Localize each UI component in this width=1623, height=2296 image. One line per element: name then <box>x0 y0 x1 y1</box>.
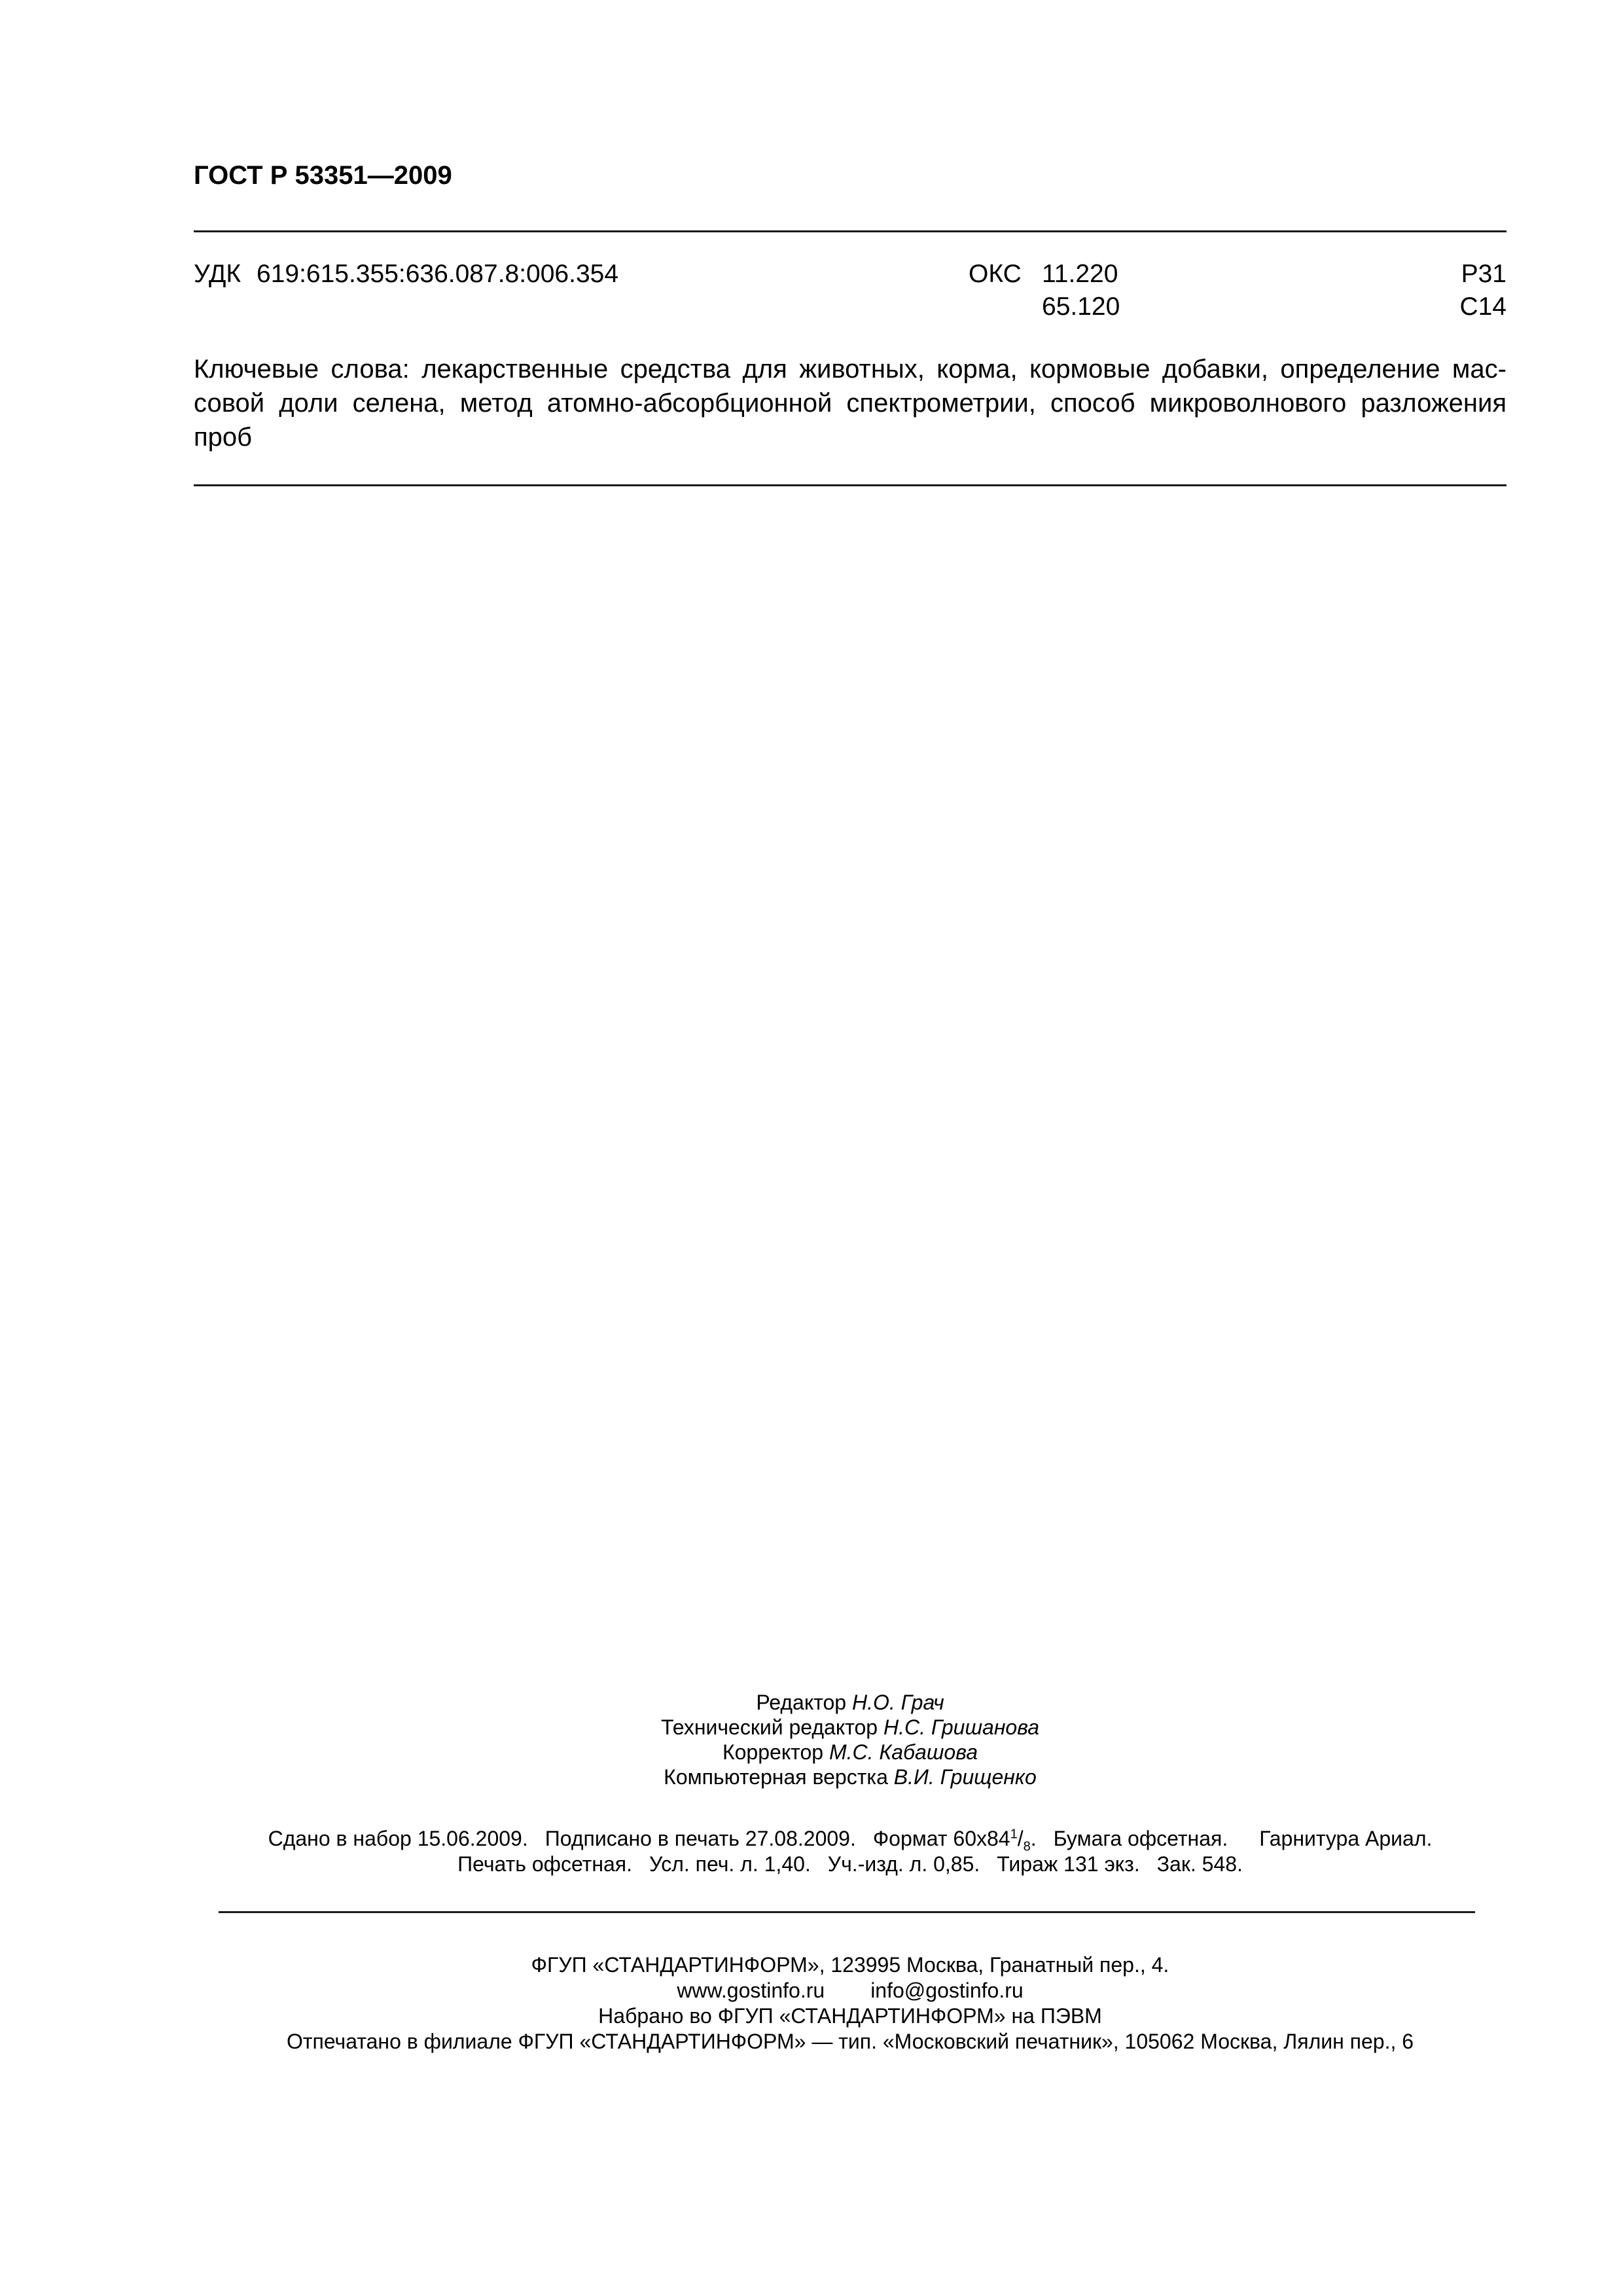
format: Формат $60x84^1/_8$. <box>872 1827 1037 1854</box>
credit-role: Компьютерная верстка <box>664 1765 888 1789</box>
paper-type: Бумага офсетная. <box>1053 1827 1228 1850</box>
credit-role: Корректор <box>722 1740 824 1764</box>
typeset-note: Набрано во ФГУП «СТАНДАРТИНФОРМ» на ПЭВМ <box>598 2004 1102 2028</box>
credit-layout <box>194 1765 1507 1789</box>
udk-label: УДК <box>194 260 241 288</box>
email-link[interactable]: info@gostinfo.ru <box>870 1979 1024 2002</box>
keywords-line-3: проб <box>194 423 253 452</box>
keywords-line-2: совой доли селена, метод атомно-абсорбционной спектрометрии, способ микроволнового разложения <box>194 389 1507 418</box>
credit-person: Н.С. Гришанова <box>883 1715 1040 1739</box>
printing-type: Печать офсетная. <box>457 1852 633 1876</box>
keywords <box>194 352 1507 454</box>
order-number: Зак. 548. <box>1156 1852 1243 1876</box>
print-run: Тираж 131 экз. <box>997 1852 1140 1876</box>
publication-line-2 <box>194 1852 1507 1877</box>
code-2: С14 <box>1459 293 1507 321</box>
signed-date: Подписано в печать 27.08.2009. <box>544 1827 856 1850</box>
website-link[interactable]: www.gostinfo.ru <box>677 1979 825 2002</box>
credit-person: Н.О. Грач <box>851 1691 944 1714</box>
publication-details <box>194 1826 1507 1877</box>
printer-address: ФГУП «СТАНДАРТИНФОРМ», 123995 Москва, Гранатный пер., 4. <box>531 1953 1169 1977</box>
keywords-line-1: Ключевые слова: лекарственные средства для животных, корма, кормовые добавки, определение мас- <box>194 355 1507 384</box>
credit-person: М.С. Кабашова <box>829 1740 978 1764</box>
submitted-date: Сдано в набор 15.06.2009. <box>268 1827 528 1850</box>
printer-contacts <box>194 1978 1507 2003</box>
credit-tech-editor <box>194 1715 1507 1740</box>
udk-value: 619:615.355:636.087.8:006.354 <box>257 260 619 288</box>
printed-note: Отпечатано в филиале ФГУП «СТАНДАРТИНФОРМ» — тип. «Московский печатник», 105062 Москва, Лялин пер., 6 <box>286 2030 1414 2053</box>
oks-label: ОКС <box>969 260 1022 288</box>
publication-divider <box>219 1911 1475 1913</box>
code-1: Р31 <box>1461 260 1507 288</box>
printer-info <box>194 1952 1507 2054</box>
top-divider <box>194 230 1507 232</box>
credits-block <box>194 1690 1507 1789</box>
keywords-divider <box>194 484 1507 486</box>
publishing-sheets: Уч.-изд. л. 0,85. <box>827 1852 980 1876</box>
typeface: Гарнитура Ариал. <box>1259 1827 1433 1850</box>
credit-person: В.И. Грищенко <box>893 1765 1037 1789</box>
credit-role: Технический редактор <box>660 1715 878 1739</box>
credit-proofreader <box>194 1740 1507 1765</box>
oks-value-1: 11.220 <box>1042 260 1118 288</box>
print-sheets: Усл. печ. л. 1,40. <box>649 1852 811 1876</box>
publication-line-1 <box>194 1826 1507 1852</box>
credit-role: Редактор <box>756 1691 847 1714</box>
oks-value-2: 65.120 <box>1042 293 1120 321</box>
credit-editor <box>194 1690 1507 1715</box>
standard-number: ГОСТ Р 53351—2009 <box>194 161 452 190</box>
